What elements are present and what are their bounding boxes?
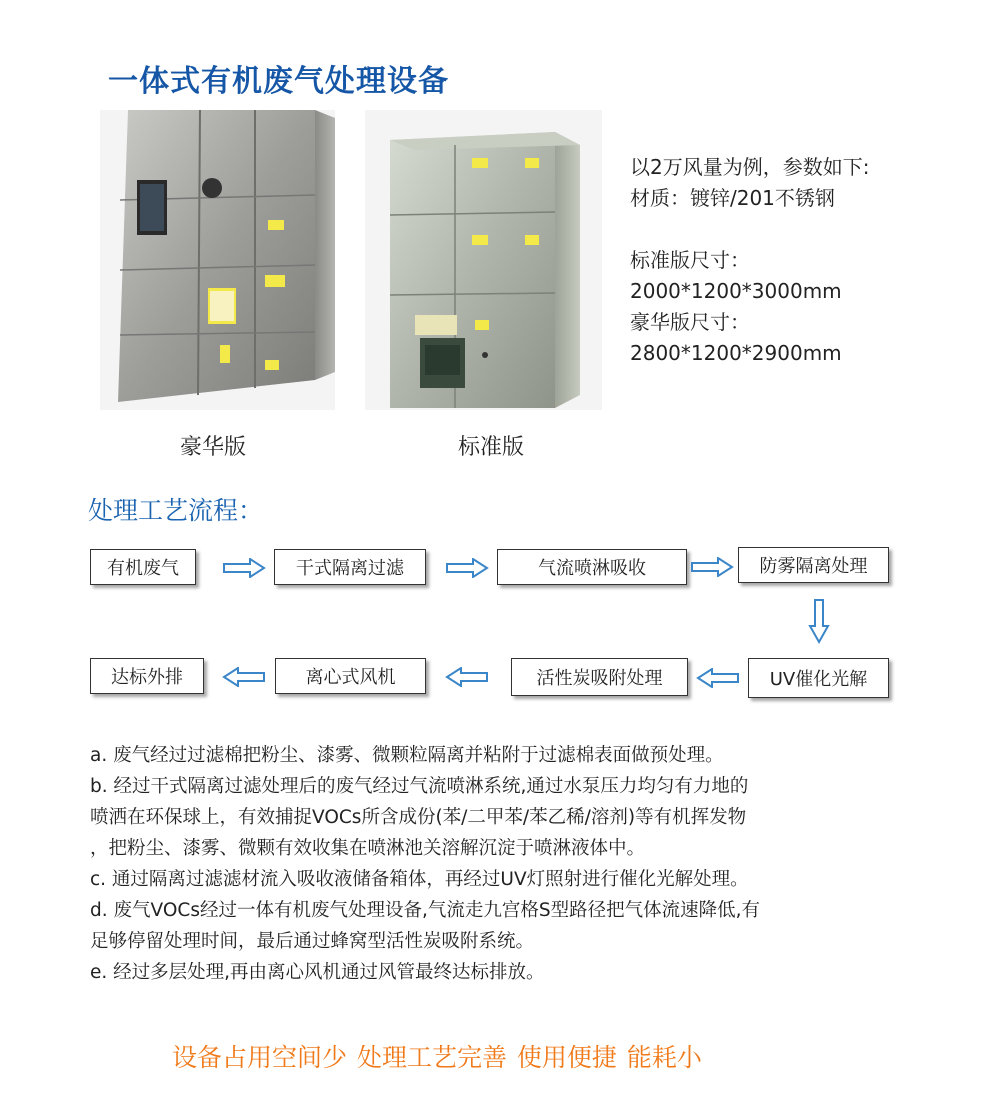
spec-panel [630, 152, 869, 369]
process-step-8: 达标外排 [90, 658, 204, 694]
description-line: 足够停留处理时间，最后通过蜂窝型活性炭吸附系统。 [90, 931, 535, 952]
process-description [90, 740, 920, 988]
spec-standard-label: 标准版尺寸： [630, 248, 750, 272]
arrow-right-icon [445, 558, 489, 578]
spec-intro: 以2万风量为例，参数如下: [630, 155, 870, 179]
description-line: a. 废气经过过滤棉把粉尘、漆雾、微颗粒隔离并粘附于过滤棉表面做预处理。 [90, 745, 724, 766]
process-step-4: 防雾隔离处理 [738, 547, 889, 583]
description-line: c. 通过隔离过滤滤材流入吸收液储备箱体，再经过UV灯照射进行催化光解处理。 [90, 869, 749, 890]
deluxe-cabinet-image [100, 110, 335, 410]
process-step-5: UV催化光解 [748, 658, 889, 698]
spec-standard-size: 2000*1200*3000mm [630, 279, 842, 303]
slogan: 设备占用空间少 处理工艺完善 使用便捷 能耗小 [172, 1043, 702, 1072]
process-step-6: 活性炭吸附处理 [511, 658, 688, 696]
page-title: 一体式有机废气处理设备 [108, 64, 449, 99]
description-line: d. 废气VOCs经过一体有机废气处理设备,气流走九宫格S型路径把气体流速降低,有 [90, 900, 760, 921]
arrow-down-icon [808, 598, 830, 644]
spec-deluxe-size: 2800*1200*2900mm [630, 341, 842, 365]
process-step-2: 干式隔离过滤 [274, 549, 426, 585]
arrow-right-icon [690, 557, 734, 577]
arrow-left-icon [696, 668, 740, 688]
description-line: ，把粉尘、漆雾、微颗有效收集在喷淋池关溶解沉淀于喷淋液体中。 [90, 838, 646, 859]
process-title: 处理工艺流程： [88, 496, 264, 525]
process-step-3: 气流喷淋吸收 [497, 549, 687, 585]
description-line: b. 经过干式隔离过滤处理后的废气经过气流喷淋系统,通过水泵压力均匀有力地的 [90, 776, 749, 797]
arrow-right-icon [222, 558, 266, 578]
arrow-left-icon [445, 667, 489, 687]
process-step-1: 有机废气 [90, 549, 196, 585]
deluxe-caption: 豪华版 [180, 435, 247, 460]
spec-deluxe-label: 豪华版尺寸： [630, 310, 750, 334]
arrow-left-icon [222, 667, 266, 687]
description-line: e. 经过多层处理,再由离心风机通过风管最终达标排放。 [90, 962, 545, 983]
standard-cabinet-image [365, 110, 602, 410]
spec-material: 材质：镀锌/201不锈钢 [630, 186, 835, 210]
standard-caption: 标准版 [458, 435, 525, 460]
process-step-7: 离心式风机 [275, 658, 426, 694]
description-line: 喷洒在环保球上，有效捕捉VOCs所含成份(苯/二甲苯/苯乙稀/溶剂)等有机挥发物 [90, 807, 747, 828]
